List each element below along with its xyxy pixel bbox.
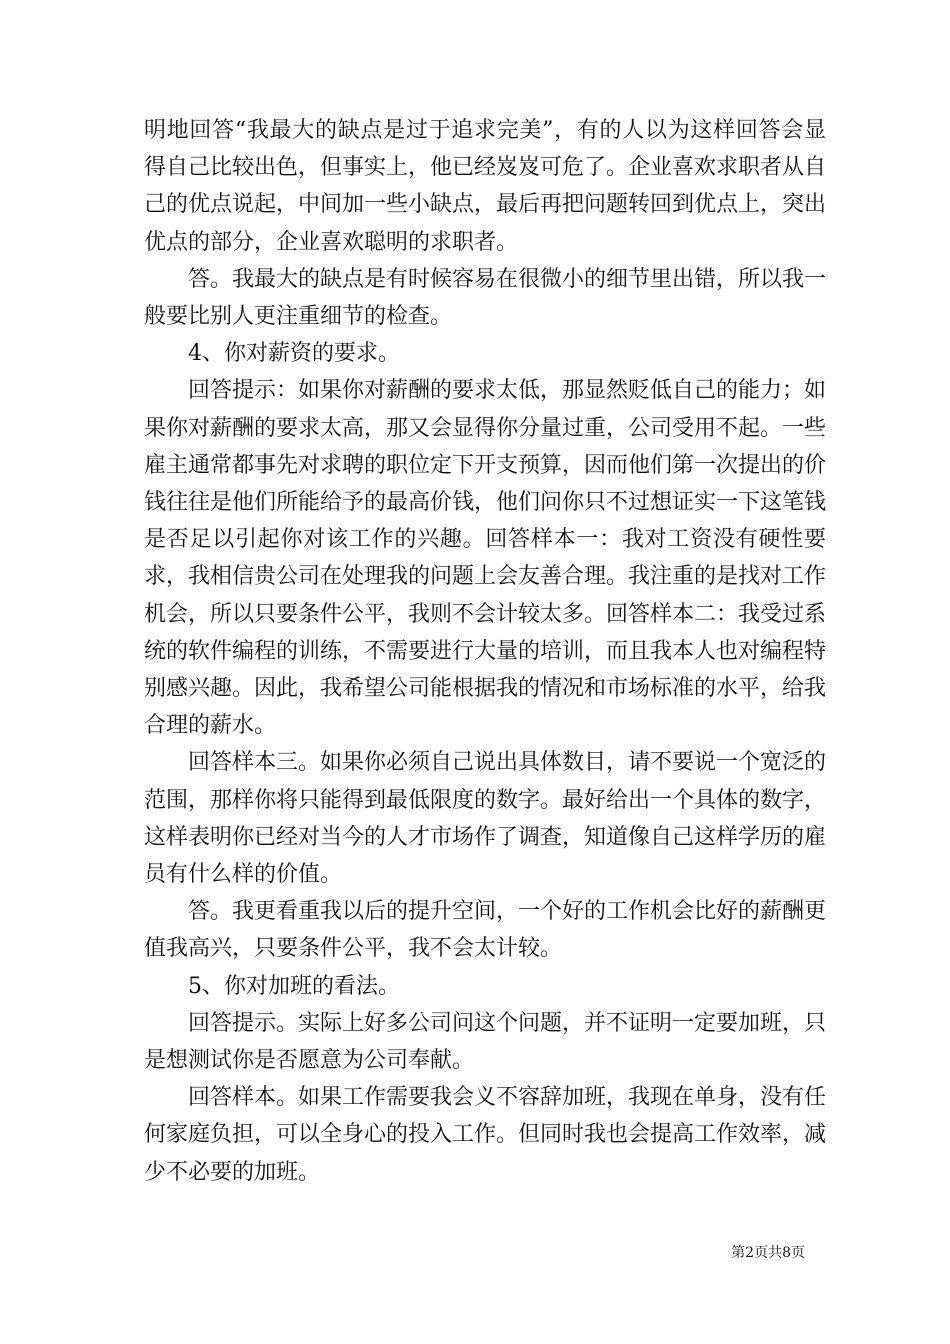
paragraph-overtime-sample: 回答样本。如果工作需要我会义不容辞加班，我现在单身，没有任何家庭负担，可以全身心的投入工作。但同时我也会提高工作效率，减少不必要的加班。 xyxy=(144,1085,827,1185)
heading-overtime-question: 5、你对加班的看法。 xyxy=(188,973,400,999)
paragraph-1: 明地回答“我最大的缺点是过于追求完美”，有的人以为这样回答会显得自己比较出色，但事实上，他已经岌岌可危了。企业喜欢求职者从自己的优点说起，中间加一些小缺点，最后再把问题转回到优点上，突出优点的部分，企业喜欢聪明的求职者。 xyxy=(144,118,827,255)
page-number: 第2页共8页 xyxy=(731,1245,805,1261)
paragraph-salary-hint: 回答提示：如果你对薪酬的要求太低，那显然贬低自己的能力；如果你对薪酬的要求太高，那又会显得你分量过重，公司受用不起。一些雇主通常都事先对求聘的职位定下开支预算，因而他们第一次提出的价钱往往是他们所能给予的最高价钱，他们问你只不过想证实一下这笔钱是否足以引起你对该工作的兴趣。回答样本一：我对工资没有硬性要求，我相信贵公司在处理我的问题上会友善合理。我注重的是找对工作机会，所以只要条件公平，我则不会计较太多。回答样本二：我受过系统的软件编程的训练，不需要进行大量的培训，而且我本人也对编程特别感兴趣。因此，我希望公司能根据我的情况和市场标准的水平，给我合理的薪水。 xyxy=(144,378,827,739)
paragraph-2: 答。我最大的缺点是有时候容易在很微小的细节里出错，所以我一般要比别人更注重细节的检查。 xyxy=(144,266,827,330)
document-body xyxy=(144,112,826,1191)
paragraph-overtime-hint: 回答提示。实际上好多公司问这个问题，并不证明一定要加班，只是想测试你是否愿意为公司奉献。 xyxy=(144,1010,827,1074)
paragraph-salary-answer: 答。我更看重我以后的提升空间，一个好的工作机会比好的薪酬更值我高兴，只要条件公平，我不会太计较。 xyxy=(144,899,827,962)
paragraph-sample-three: 回答样本三。如果你必须自己说出具体数目，请不要说一个宽泛的范围，那样你将只能得到最低限度的数字。最好给出一个具体的数字，这样表明你已经对当今的人才市场作了调查，知道像自己这样学历的雇员有什么样的价值。 xyxy=(144,750,827,888)
heading-salary-question: 4、你对薪资的要求。 xyxy=(188,341,400,367)
